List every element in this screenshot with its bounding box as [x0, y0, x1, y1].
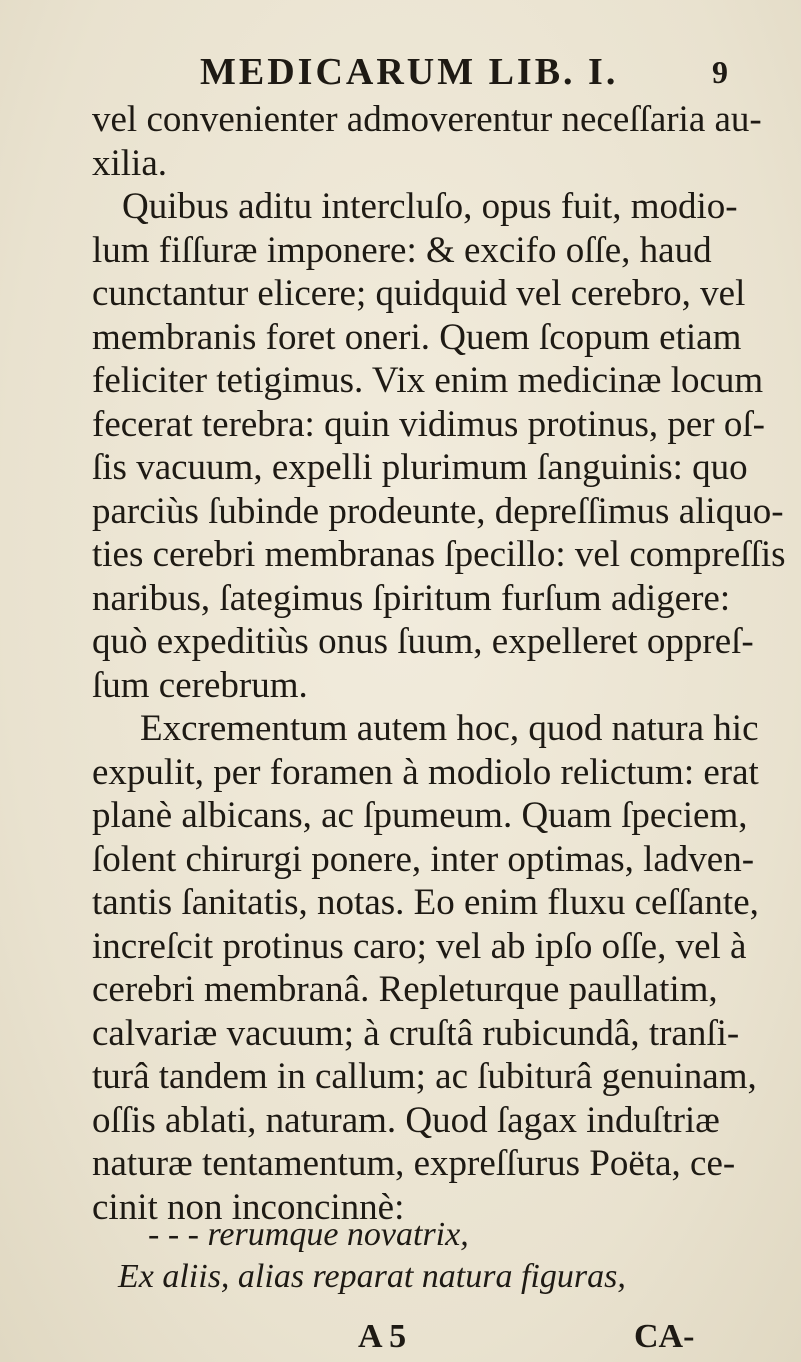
text-line: naribus, ſategimus ſpiritum furſum adigere: [92, 577, 731, 619]
text-line: expulit, per foramen à modiolo relictum: erat [92, 751, 759, 793]
text-line: lum fiſſuræ imponere: & excifo oſſe, haud [92, 229, 712, 271]
text-line: ſum cerebrum. [92, 664, 308, 706]
text-line: increſcit protinus caro; vel ab ipſo oſſe, vel à [92, 925, 747, 967]
page-number: 9 [712, 54, 728, 90]
text-line: turâ tandem in callum; ac ſubiturâ genuinam, [92, 1056, 757, 1097]
text-line: cinit non inconcinnè: [92, 1186, 405, 1228]
paragraph-start-line: Quibus aditu intercluſo, opus fuit, modio- [122, 186, 738, 227]
text-line: ſolent chirurgi ponere, inter optimas, ladven- [92, 838, 755, 880]
body-text [92, 98, 786, 1229]
text-line: tantis ſanitatis, notas. Eo enim fluxu ceſſante, [92, 882, 759, 923]
page-footer [0, 1318, 801, 1358]
signature-mark: A 5 [358, 1318, 407, 1355]
text-line: ties cerebri membranas ſpecillo: vel compreſſis [92, 534, 786, 575]
text-line: fecerat terebra: quin vidimus protinus, per oſ- [92, 403, 765, 445]
text-line: parciùs ſubinde prodeunte, depreſſimus aliquo- [92, 490, 784, 532]
text-line: quò expeditiùs onus ſuum, expelleret oppreſ- [92, 621, 754, 662]
catchword: CA- [634, 1318, 695, 1355]
text-line: ſis vacuum, expelli plurimum ſanguinis: quo [92, 447, 748, 488]
verse-line-2: Ex aliis, alias reparat natura figuras, [118, 1258, 626, 1295]
running-head: MEDICARUM LIB. I. [200, 51, 619, 93]
text-line: planè albicans, ac ſpumeum. Quam ſpeciem, [92, 795, 748, 836]
text-line: membranis foret oneri. Quem ſcopum etiam [92, 316, 742, 358]
text-line: vel convenienter admoverentur neceſſaria au- [92, 99, 762, 140]
text-line: feliciter tetigimus. Vix enim medicinæ locum [92, 360, 764, 401]
text-line: xilia. [92, 142, 168, 184]
text-line: cunctantur elicere; quidquid vel cerebro, vel [92, 273, 746, 314]
page-header [0, 50, 801, 100]
paragraph-start-line: Excrementum autem hoc, quod natura hic [140, 708, 759, 749]
text-line: naturæ tentamentum, expreſſurus Poëta, ce- [92, 1143, 736, 1184]
text-line: calvariæ vacuum; à cruſtâ rubicundâ, tranſi- [92, 1012, 740, 1054]
verse-line-1: - - - rerumque novatrix, [148, 1216, 469, 1253]
text-line: cerebri membranâ. Repleturque paullatim, [92, 969, 718, 1010]
text-line: oſſis ablati, naturam. Quod ſagax induſtriæ [92, 1099, 720, 1141]
